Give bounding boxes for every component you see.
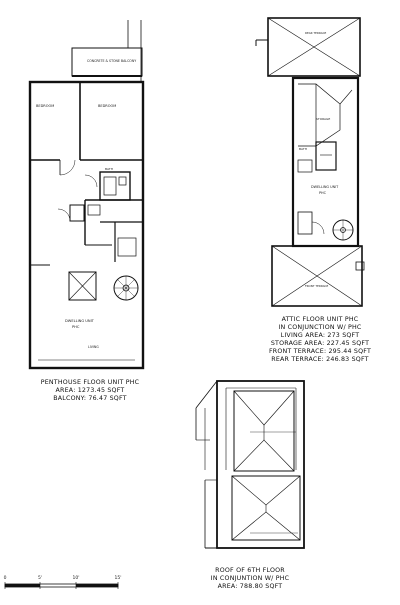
attic-bath-label: BATH bbox=[299, 147, 307, 151]
attic-caption bbox=[250, 316, 390, 364]
penthouse-caption-title: PENTHOUSE FLOOR UNIT PHC bbox=[40, 379, 140, 386]
roof-plan bbox=[196, 381, 304, 548]
attic-dwelling-unit-label: DWELLING UNIT bbox=[311, 185, 339, 189]
roof-caption-title: ROOF OF 6TH FLOOR bbox=[215, 567, 285, 574]
roof-caption bbox=[185, 567, 315, 591]
front-terrace-label: FRONT TERRACE bbox=[305, 284, 329, 288]
bedroom-left-label: BEDROOM bbox=[36, 104, 55, 108]
attic-caption-storage: STORAGE AREA: 227.45 SQFT bbox=[270, 340, 370, 347]
penthouse-floor-plan bbox=[30, 20, 143, 368]
attic-caption-rear-terrace: REAR TERRACE: 246.83 SQFT bbox=[271, 356, 369, 363]
balcony-note: CONCRETE & STONE BALCONY bbox=[87, 59, 137, 63]
attic-floor-plan bbox=[256, 18, 364, 306]
penthouse-caption-balcony: BALCONY: 76.47 SQFT bbox=[53, 395, 127, 402]
scale-tick-10: 10' bbox=[72, 576, 80, 581]
attic-caption-living: LIVING AREA: 273 SQFT bbox=[280, 332, 360, 339]
living-label: LIVING bbox=[88, 345, 99, 349]
scale-tick-15: 15' bbox=[114, 576, 122, 581]
attic-caption-front-terrace: FRONT TERRACE: 295.44 SQFT bbox=[268, 348, 372, 355]
rear-terrace-label: REAR TERRACE bbox=[305, 31, 327, 35]
attic-caption-title: ATTIC FLOOR UNIT PHC bbox=[281, 316, 359, 323]
penthouse-caption bbox=[20, 379, 160, 403]
bedroom-right-label: BEDROOM bbox=[98, 104, 117, 108]
penthouse-caption-area: AREA: 1273.45 SQFT bbox=[55, 387, 125, 394]
scale-tick-5: 5' bbox=[37, 576, 43, 581]
scale-bar bbox=[4, 575, 122, 589]
storage-label: STORAGE bbox=[316, 117, 331, 121]
dwelling-unit-label: DWELLING UNIT bbox=[65, 319, 94, 323]
scale-tick-0: 0 bbox=[3, 576, 7, 581]
roof-caption-conjunction: IN CONJUNTION W/ PHC bbox=[210, 575, 290, 582]
unit-label: PHC bbox=[72, 325, 80, 329]
attic-caption-conjunction: IN CONJUNCTION W/ PHC bbox=[278, 324, 362, 331]
bath-label: BATH bbox=[105, 167, 113, 171]
roof-caption-area: AREA: 788.80 SQFT bbox=[217, 583, 283, 590]
attic-unit-label: PHC bbox=[319, 191, 326, 195]
